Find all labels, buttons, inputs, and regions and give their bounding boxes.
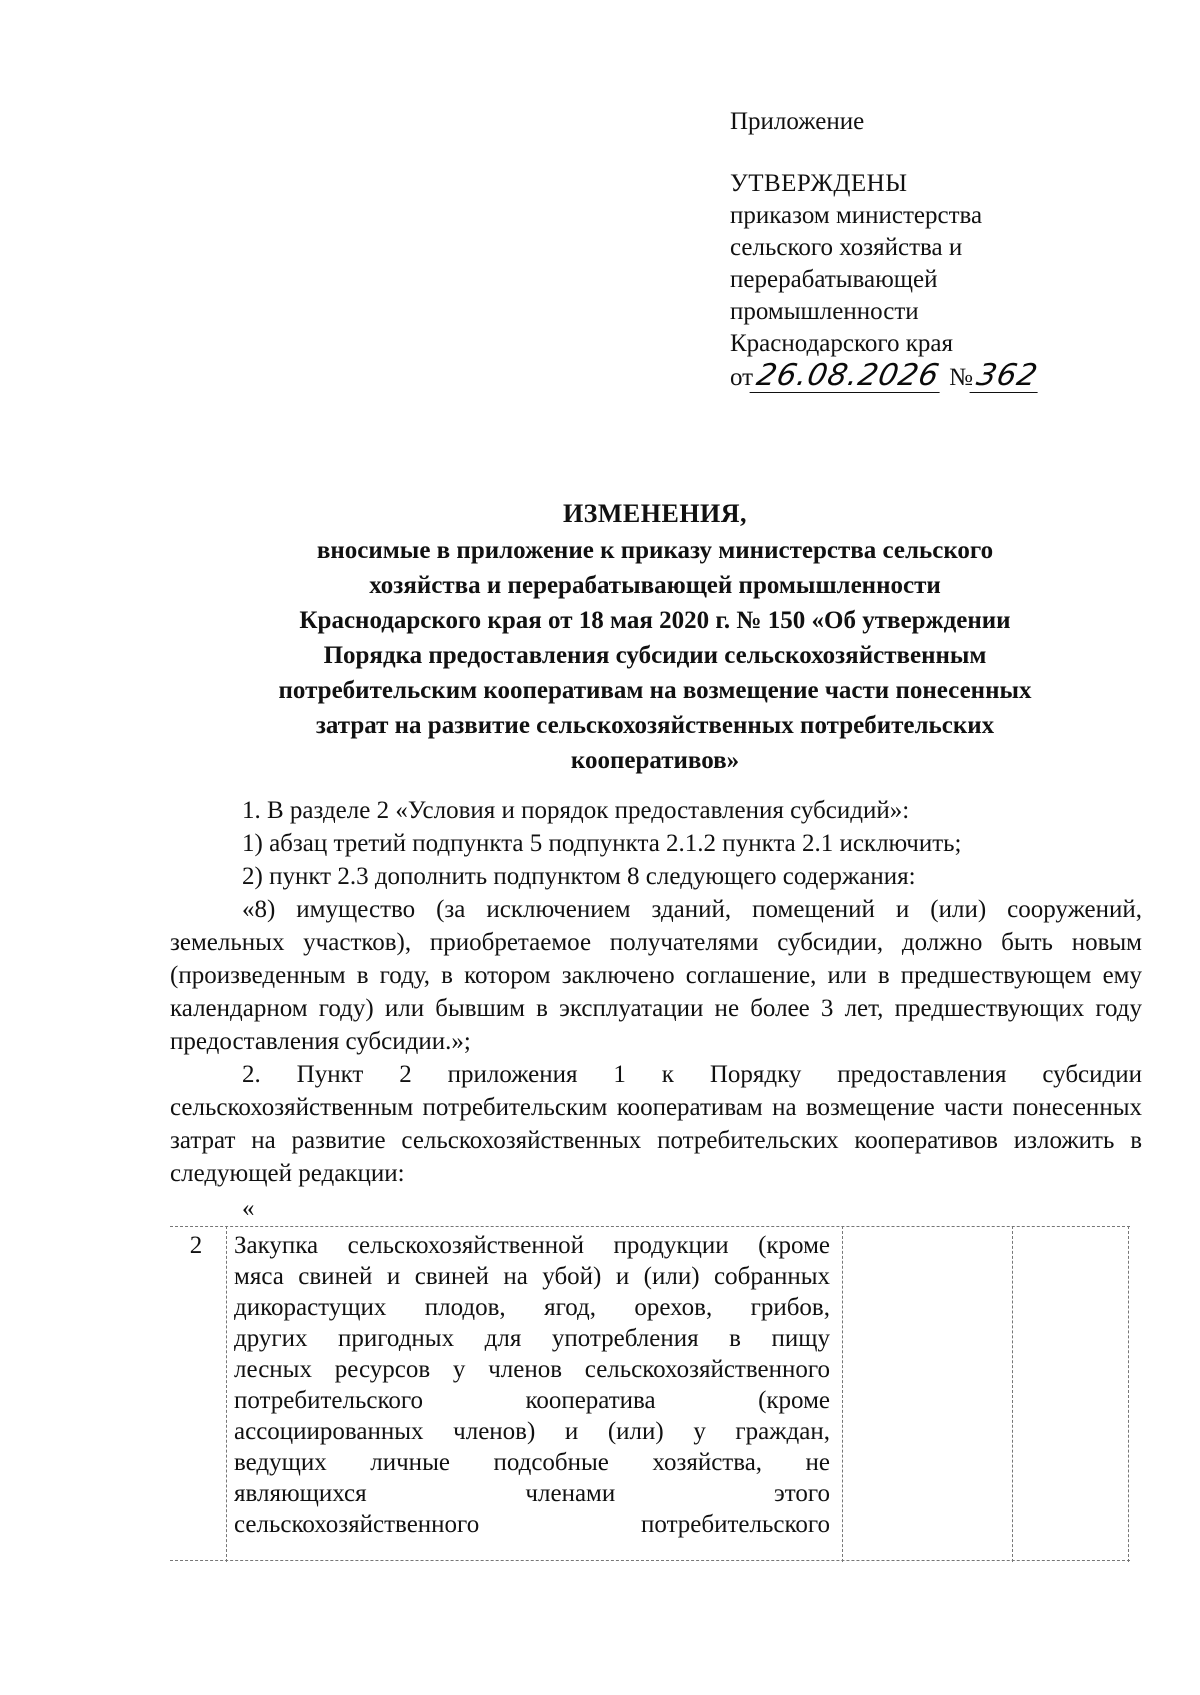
body-paragraph: 1) абзац третий подпункта 5 подпункта 2.1.2 пункта 2.1 исключить; [242,830,962,857]
approval-block [730,106,1070,394]
table-row-number: 2 [189,1232,203,1259]
document-body [170,794,1142,1190]
table-cell-line: ассоциированных членов) и (или) у граждан, [234,1418,830,1445]
heading-subtitle-line: кооперативов» [570,747,740,774]
heading-subtitle-line: вносимые в приложение к приказу министерства сельского [316,537,994,564]
table-cell-line: потребительского кооператива (кроме [234,1387,830,1414]
table-cell-line: других пригодных для употребления в пищу [234,1325,830,1352]
approval-line: промышленности [730,298,919,325]
handwritten-date: 26.08.2026 [750,360,947,393]
table-col-divider [1012,1226,1013,1562]
table-cell-line: ведущих личные подсобные хозяйства, не [234,1449,830,1476]
number-prefix: № [949,364,973,391]
body-paragraph: «8) имущество (за исключением зданий, помещений и (или) сооружений, земельных участков), приобретаемое получателями субсидии, должно быть новым (произведенным в году, в котором заключено соглашение, или в предшествующем ему календарном году) или бывшим в эксплуатации не более 3 лет, предшествующих году предоставления субсидии.»; [170,896,1142,1055]
opening-quote: « [242,1195,255,1222]
table-cell-line: являющихся членами этого [234,1480,830,1507]
heading-subtitle-line: Краснодарского края от 18 мая 2020 г. № 150 «Об утверждении [299,607,1011,634]
order-date-number [730,360,1070,394]
approval-line: перерабатывающей [730,266,938,293]
body-paragraph: 1. В разделе 2 «Условия и порядок предоставления субсидий»: [242,797,910,824]
approved-title: УТВЕРЖДЕНЫ [730,170,908,197]
table-cell-line: мяса свиней и свиней на убой) и (или) собранных [234,1263,830,1290]
annex-label: Приложение [730,108,865,135]
table-cell-line: дикорастущих плодов, ягод, орехов, грибов, [234,1294,830,1321]
table-cell-line: сельскохозяйственного потребительского [234,1511,830,1538]
body-paragraph: 2) пункт 2.3 дополнить подпунктом 8 следующего содержания: [242,863,916,890]
approval-line: приказом министерства [730,202,983,229]
approval-line: Краснодарского края [730,330,953,357]
table-right-border [1128,1226,1129,1562]
table-col-divider [842,1226,843,1562]
table-bottom-border [170,1560,1130,1561]
heading-subtitle-line: затрат на развитие сельскохозяйственных потребительских [315,712,995,739]
table-cell-description [234,1230,830,1540]
heading-subtitle-line: Порядка предоставления субсидии сельскохозяйственным [323,642,987,669]
table-top-border [170,1226,1130,1227]
heading-title: ИЗМЕНЕНИЯ, [562,499,748,528]
date-prefix: от [730,364,754,391]
table-col-divider [226,1226,227,1562]
table-cell-line: лесных ресурсов у членов сельскохозяйственного [234,1356,830,1383]
approval-line: сельского хозяйства и [730,234,963,261]
amendment-table [170,1226,1130,1562]
handwritten-number: 362 [969,360,1044,393]
document-heading [170,496,1140,778]
heading-subtitle-line: потребительским кооперативам на возмещение части понесенных [278,677,1032,704]
table-cell-line: Закупка сельскохозяйственной продукции (кроме [234,1232,830,1259]
body-paragraph: 2. Пункт 2 приложения 1 к Порядку предоставления субсидии сельскохозяйственным потребительским кооперативам на возмещение части понесенных затрат на развитие сельскохозяйственных потребительских кооперативов изложить в следующей редакции: [170,1061,1142,1187]
heading-subtitle-line: хозяйства и перерабатывающей промышленности [369,572,941,599]
